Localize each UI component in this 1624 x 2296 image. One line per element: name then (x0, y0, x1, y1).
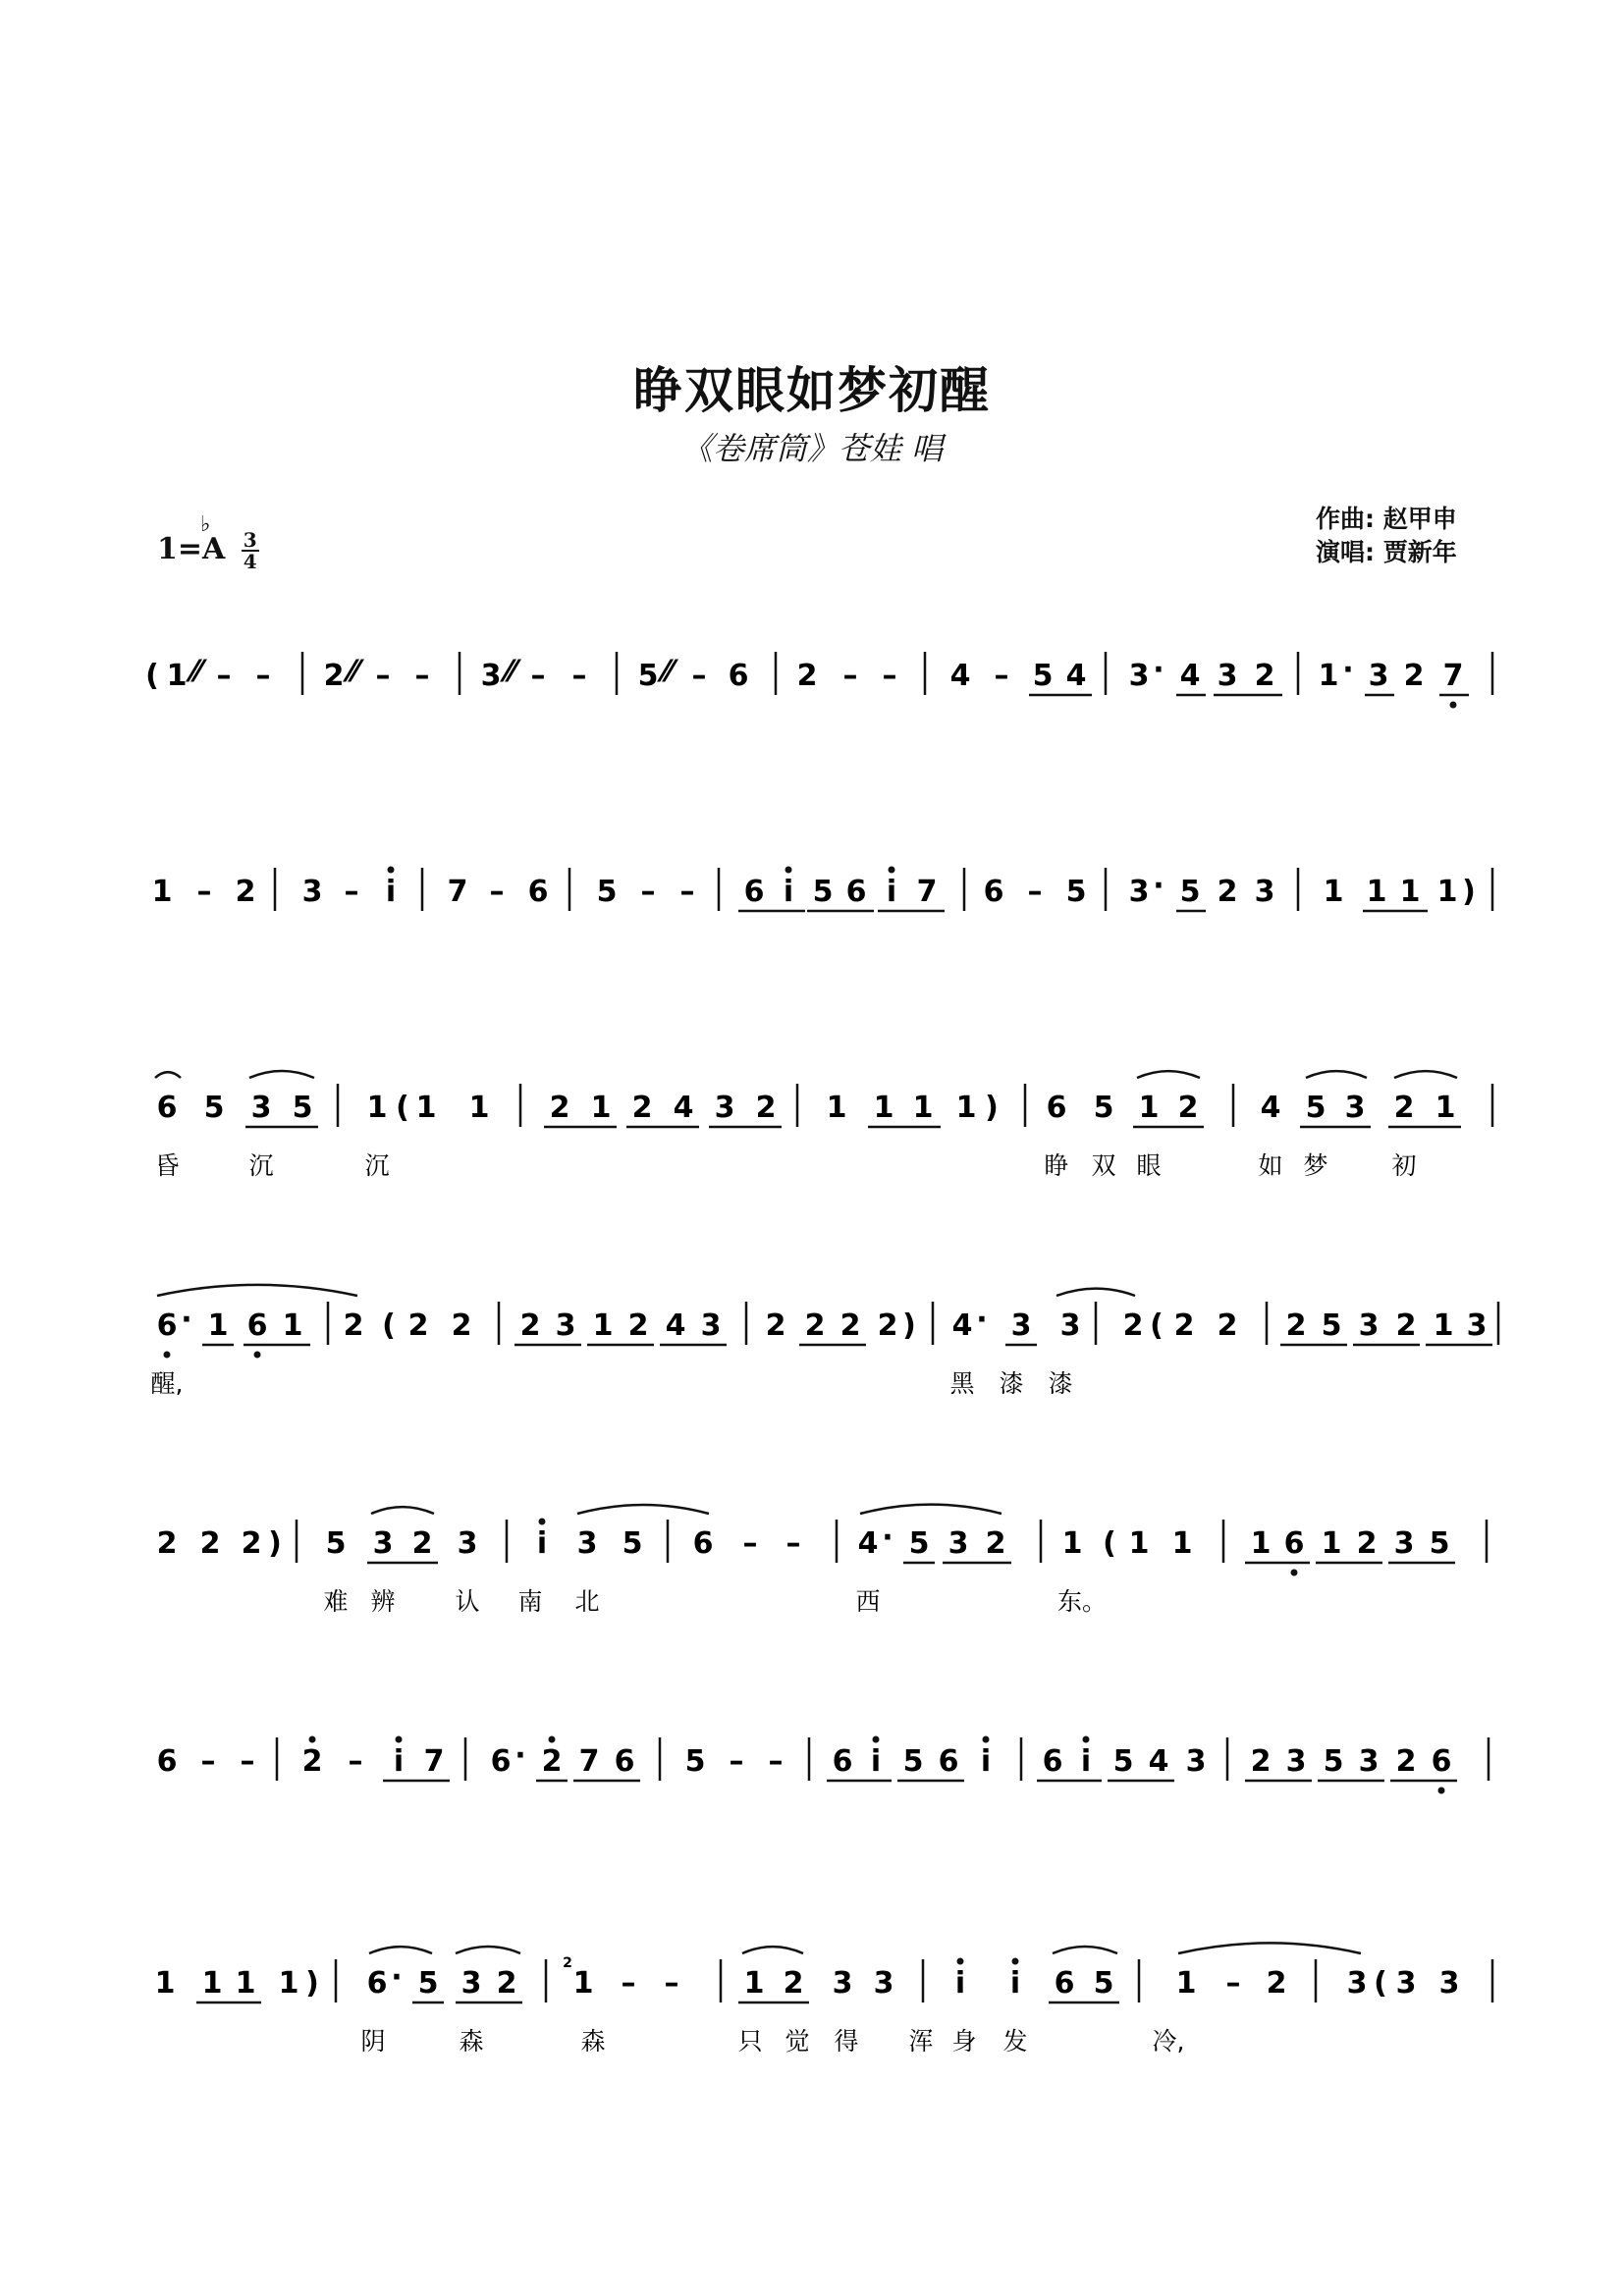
note: 5 (1323, 1744, 1344, 1779)
note: – (348, 1744, 363, 1779)
octave-dot (983, 1736, 990, 1743)
singer-credit: 演唱: 贾新年 (1316, 538, 1457, 566)
note: 5 (1112, 1744, 1134, 1779)
note: 6 (490, 1744, 512, 1779)
note: 4 (673, 1091, 694, 1125)
lyric: 身 (951, 2027, 977, 2056)
note: 5 (812, 875, 834, 909)
note: ( (396, 1091, 409, 1125)
note: – (742, 1526, 758, 1561)
slur (1306, 1071, 1367, 1078)
lyric: 双 (1091, 1151, 1116, 1180)
note: 6 (938, 1744, 959, 1779)
note: 1 (1433, 1308, 1454, 1343)
note: 6 (728, 659, 749, 693)
note: 1 (166, 659, 188, 693)
note: 2 (796, 659, 818, 693)
note: 2 (407, 1308, 429, 1343)
key-prefix: 1= (157, 532, 203, 566)
note: 1 (278, 1966, 299, 2001)
slur (369, 1947, 432, 1953)
page-title: 睁双眼如梦初醒 (633, 361, 991, 419)
note: 2 (235, 875, 256, 909)
note: 2 (1403, 659, 1425, 693)
note: i (954, 1966, 966, 2001)
note: ⁄⁄ (348, 655, 359, 689)
note: 6 (527, 875, 549, 909)
note: · (1153, 869, 1164, 903)
note: · (181, 1303, 192, 1337)
note: – (785, 1526, 801, 1561)
note: 2 (839, 1308, 861, 1343)
note: 1 (415, 1091, 437, 1125)
note: 3 (372, 1526, 394, 1561)
page-subtitle: 《卷席筒》苍娃 唱 (680, 430, 944, 467)
slur (1394, 1071, 1457, 1078)
note: 1 (207, 1308, 229, 1343)
octave-dot (1083, 1736, 1090, 1743)
note: 1 (282, 1308, 303, 1343)
note: 3 (1185, 1744, 1207, 1779)
lyric: 梦 (1303, 1151, 1328, 1180)
note: 6 (845, 875, 867, 909)
note: · (514, 1738, 526, 1773)
note: 1 (826, 1091, 847, 1125)
note: 7 (1442, 659, 1464, 693)
lyric: 觉 (785, 2027, 810, 2056)
octave-dot (164, 1352, 171, 1359)
note: 6 (832, 1744, 853, 1779)
note: 2 (343, 1308, 364, 1343)
note: 3 (1217, 659, 1238, 693)
octave-dot (889, 867, 895, 874)
note: ⁄⁄ (505, 655, 516, 689)
note: 1 (743, 1966, 765, 2001)
octave-dot (785, 867, 792, 874)
note: 3 (1346, 1966, 1368, 2001)
lyric: 认 (455, 1587, 480, 1616)
note: ( (1150, 1308, 1164, 1343)
note: · (1153, 653, 1164, 687)
note: 5 (1093, 1091, 1114, 1125)
note: 3 (576, 1526, 598, 1561)
note: 2 (783, 1966, 804, 2001)
note: 3 (1128, 875, 1150, 909)
note: 3 (714, 1091, 735, 1125)
lyric: 得 (834, 2027, 859, 2056)
note: 7 (578, 1744, 600, 1779)
note: 3 (832, 1966, 853, 2001)
note: 1 (572, 1966, 594, 2001)
note: 6 (1283, 1526, 1305, 1561)
slur (742, 1947, 803, 1953)
note: i (385, 875, 397, 909)
note: 6 (156, 1091, 178, 1125)
note: – (414, 659, 430, 693)
key-note: ♭ A (200, 512, 226, 566)
note: 1 (366, 1091, 388, 1125)
note: – (679, 875, 695, 909)
note: 5 (1065, 875, 1087, 909)
note: 5 (1032, 659, 1054, 693)
note: 1 (1436, 875, 1458, 909)
note: 2 (323, 659, 345, 693)
note: i (980, 1744, 992, 1779)
note: 5 (1179, 875, 1201, 909)
note: 1 (590, 1091, 612, 1125)
note: 2 (1395, 1308, 1417, 1343)
note: 3 (1128, 659, 1150, 693)
note: 3 (1285, 1744, 1307, 1779)
note: 1 (1171, 1526, 1193, 1561)
note: – (768, 1744, 784, 1779)
note: ) (268, 1526, 282, 1561)
note: · (1342, 653, 1354, 687)
note: – (882, 659, 897, 693)
note: 2 (1393, 1091, 1415, 1125)
note: ⁄⁄ (662, 655, 674, 689)
lyric: 沉 (248, 1151, 274, 1180)
slur (577, 1505, 709, 1514)
note: 6 (983, 875, 1004, 909)
note: 4 (1065, 659, 1087, 693)
lyric: 眼 (1136, 1151, 1162, 1180)
note: 1 (873, 1091, 894, 1125)
note: 3 (1393, 1526, 1415, 1561)
note: – (571, 659, 587, 693)
slur (1053, 1947, 1117, 1953)
note: 2 (1173, 1308, 1195, 1343)
octave-dot (1450, 702, 1457, 709)
time-top: 3 (243, 528, 257, 552)
note: 3 (457, 1526, 478, 1561)
note: i (1009, 1966, 1021, 2001)
note: ) (902, 1308, 916, 1343)
note: ) (305, 1966, 319, 2001)
note: 2 (301, 1744, 323, 1779)
note: 3 (480, 659, 502, 693)
note: 1 (201, 1966, 223, 2001)
note: 1 (1321, 1526, 1342, 1561)
note: – (664, 1966, 679, 2001)
note: 6 (1046, 1091, 1067, 1125)
note: 2 (451, 1308, 472, 1343)
note: 2 (541, 1744, 563, 1779)
note: 2 (1395, 1744, 1417, 1779)
lyric: 初 (1391, 1151, 1417, 1180)
lyric: 只 (737, 2027, 763, 2056)
note: – (842, 659, 858, 693)
note: 5 (1321, 1308, 1342, 1343)
note: 5 (902, 1744, 924, 1779)
note: 5 (292, 1091, 313, 1125)
lyric: 森 (580, 2027, 606, 2056)
lyric: 漆 (1048, 1369, 1073, 1398)
note: 5 (1093, 1966, 1114, 2001)
note: 6 (156, 1744, 178, 1779)
note: 1 (955, 1091, 977, 1125)
note: 6 (692, 1526, 714, 1561)
note: 6 (1054, 1966, 1075, 2001)
octave-dot (388, 867, 395, 874)
lyric: 阴 (360, 2027, 386, 2056)
note: – (640, 875, 656, 909)
note: 3 (1438, 1966, 1460, 2001)
note: 2 (1356, 1526, 1378, 1561)
octave-dot (873, 1736, 880, 1743)
note: – (240, 1744, 255, 1779)
note: 6 (366, 1966, 388, 2001)
note: 1 (592, 1308, 614, 1343)
note: 2 (1177, 1091, 1199, 1125)
note: 3 (1358, 1308, 1380, 1343)
note: 4 (1148, 1744, 1169, 1779)
note: 2 (1285, 1308, 1307, 1343)
slur (1178, 1943, 1361, 1953)
slur (371, 1507, 434, 1514)
note: 3 (1059, 1308, 1081, 1343)
note: 1 (1138, 1091, 1160, 1125)
note: – (255, 659, 271, 693)
note: i (536, 1526, 548, 1561)
note: 2 (241, 1526, 262, 1561)
note: – (216, 659, 232, 693)
note: 3 (555, 1308, 576, 1343)
note: · (391, 1960, 403, 1995)
lyric: 北 (574, 1587, 600, 1616)
octave-dot (254, 1352, 261, 1359)
note: 7 (423, 1744, 445, 1779)
note: i (393, 1744, 405, 1779)
note: 1 (468, 1091, 490, 1125)
note: 5 (417, 1966, 439, 2001)
slur (1056, 1289, 1135, 1296)
lyric: 昏 (154, 1151, 180, 1180)
note: 1 (154, 1966, 176, 2001)
note: 6 (1431, 1744, 1452, 1779)
note: i (870, 1744, 882, 1779)
note: – (691, 659, 707, 693)
note: 6 (156, 1308, 178, 1343)
octave-dot (1438, 1788, 1445, 1794)
note: i (886, 875, 897, 909)
note: 5 (908, 1526, 930, 1561)
note: ( (382, 1308, 396, 1343)
lyric: 发 (1002, 2027, 1028, 2056)
note: 2 (1266, 1966, 1287, 2001)
note: 2 (496, 1966, 517, 2001)
lyric: 西 (855, 1587, 881, 1616)
note: – (621, 1966, 636, 2001)
note: – (375, 659, 391, 693)
note: 1 (912, 1091, 934, 1125)
note: 2 (985, 1526, 1006, 1561)
note: 1 (1435, 1091, 1456, 1125)
slur (456, 1947, 520, 1953)
note: · (976, 1303, 988, 1337)
note: i (783, 875, 794, 909)
note: 4 (665, 1308, 686, 1343)
note: 2 (1217, 1308, 1238, 1343)
note: – (530, 659, 546, 693)
grace-note: 2 (563, 1955, 572, 1971)
lyric: 醒, (150, 1369, 184, 1398)
note: 1 (1175, 1966, 1197, 2001)
note: 1 (1318, 659, 1339, 693)
lyric: 睁 (1044, 1151, 1069, 1180)
lyric: 黑 (949, 1369, 975, 1398)
octave-dot (957, 1958, 964, 1965)
lyric: 冷, (1152, 2027, 1185, 2056)
note: 3 (947, 1526, 969, 1561)
note: ) (985, 1091, 999, 1125)
note: 6 (246, 1308, 268, 1343)
slur (157, 1285, 357, 1296)
note: 5 (637, 659, 659, 693)
note: 6 (1042, 1744, 1063, 1779)
note: 3 (1344, 1091, 1366, 1125)
note: – (1027, 875, 1043, 909)
note: 3 (460, 1966, 482, 2001)
note: 2 (1122, 1308, 1144, 1343)
note: ( (1103, 1526, 1116, 1561)
time-bottom: 4 (243, 550, 257, 573)
lyric: 南 (517, 1587, 543, 1616)
note: 3 (1466, 1308, 1488, 1343)
note: – (1225, 1966, 1241, 2001)
note: 5 (622, 1526, 643, 1561)
note: 4 (951, 1308, 973, 1343)
octave-dot (539, 1519, 546, 1525)
note: – (489, 875, 505, 909)
octave-dot (549, 1736, 556, 1743)
note: 2 (877, 1308, 898, 1343)
octave-dot (1291, 1570, 1298, 1576)
slur (249, 1071, 314, 1078)
note: 2 (755, 1091, 777, 1125)
note: 3 (1254, 875, 1275, 909)
lyric: 辨 (370, 1587, 396, 1616)
slur (155, 1072, 181, 1078)
note: ⁄⁄ (190, 655, 202, 689)
octave-dot (309, 1736, 316, 1743)
note: 2 (1250, 1744, 1272, 1779)
note: 1 (1250, 1526, 1272, 1561)
note: 7 (916, 875, 938, 909)
note: 2 (199, 1526, 221, 1561)
octave-dot (396, 1736, 403, 1743)
note: 1 (1061, 1526, 1083, 1561)
note: 5 (1305, 1091, 1326, 1125)
lyric: 沉 (364, 1151, 390, 1180)
note: 4 (1260, 1091, 1281, 1125)
note: – (729, 1744, 744, 1779)
flat-sign: ♭ (200, 512, 211, 537)
note: 1 (1323, 875, 1344, 909)
note: 3 (301, 875, 323, 909)
note: 3 (250, 1091, 272, 1125)
note: 2 (411, 1526, 433, 1561)
slur (860, 1505, 1001, 1514)
note: i (1080, 1744, 1092, 1779)
lyric: 浑 (908, 2027, 934, 2056)
lyric: 难 (323, 1587, 349, 1616)
lyric: 漆 (999, 1369, 1024, 1398)
note: ) (1462, 875, 1476, 909)
note: 1 (235, 1966, 256, 2001)
note: 1 (1128, 1526, 1150, 1561)
note: 2 (627, 1308, 649, 1343)
note: 5 (684, 1744, 706, 1779)
composer-credit: 作曲: 赵甲申 (1316, 505, 1457, 533)
note: 5 (203, 1091, 225, 1125)
note: · (882, 1521, 893, 1555)
note: 2 (156, 1526, 178, 1561)
note: 6 (614, 1744, 635, 1779)
note: 5 (1429, 1526, 1450, 1561)
slur (1137, 1071, 1200, 1078)
note: 2 (804, 1308, 826, 1343)
note: 1 (151, 875, 173, 909)
lyric: 森 (459, 2027, 484, 2056)
note: 5 (596, 875, 618, 909)
note: 2 (519, 1308, 541, 1343)
note: – (344, 875, 359, 909)
note: – (196, 875, 212, 909)
note: 1 (1366, 875, 1387, 909)
note: 3 (700, 1308, 722, 1343)
note: 1 (1399, 875, 1421, 909)
note: 2 (549, 1091, 570, 1125)
note: 3 (1368, 659, 1389, 693)
note: 3 (1358, 1744, 1380, 1779)
note: ( (145, 659, 159, 693)
note: 2 (765, 1308, 786, 1343)
note: ( (1374, 1966, 1387, 2001)
note: 4 (857, 1526, 879, 1561)
note: 3 (1010, 1308, 1032, 1343)
note: – (994, 659, 1009, 693)
note: 5 (325, 1526, 347, 1561)
note: 2 (1254, 659, 1275, 693)
note: 2 (631, 1091, 653, 1125)
lyric: 如 (1258, 1151, 1283, 1180)
octave-dot (1012, 1958, 1019, 1965)
note: 3 (1395, 1966, 1417, 2001)
note: 6 (743, 875, 765, 909)
note: 4 (949, 659, 971, 693)
note: 7 (447, 875, 468, 909)
lyric: 东。 (1056, 1587, 1108, 1616)
note: 3 (873, 1966, 894, 2001)
note: 2 (1217, 875, 1238, 909)
note: – (200, 1744, 216, 1779)
note: 4 (1179, 659, 1201, 693)
